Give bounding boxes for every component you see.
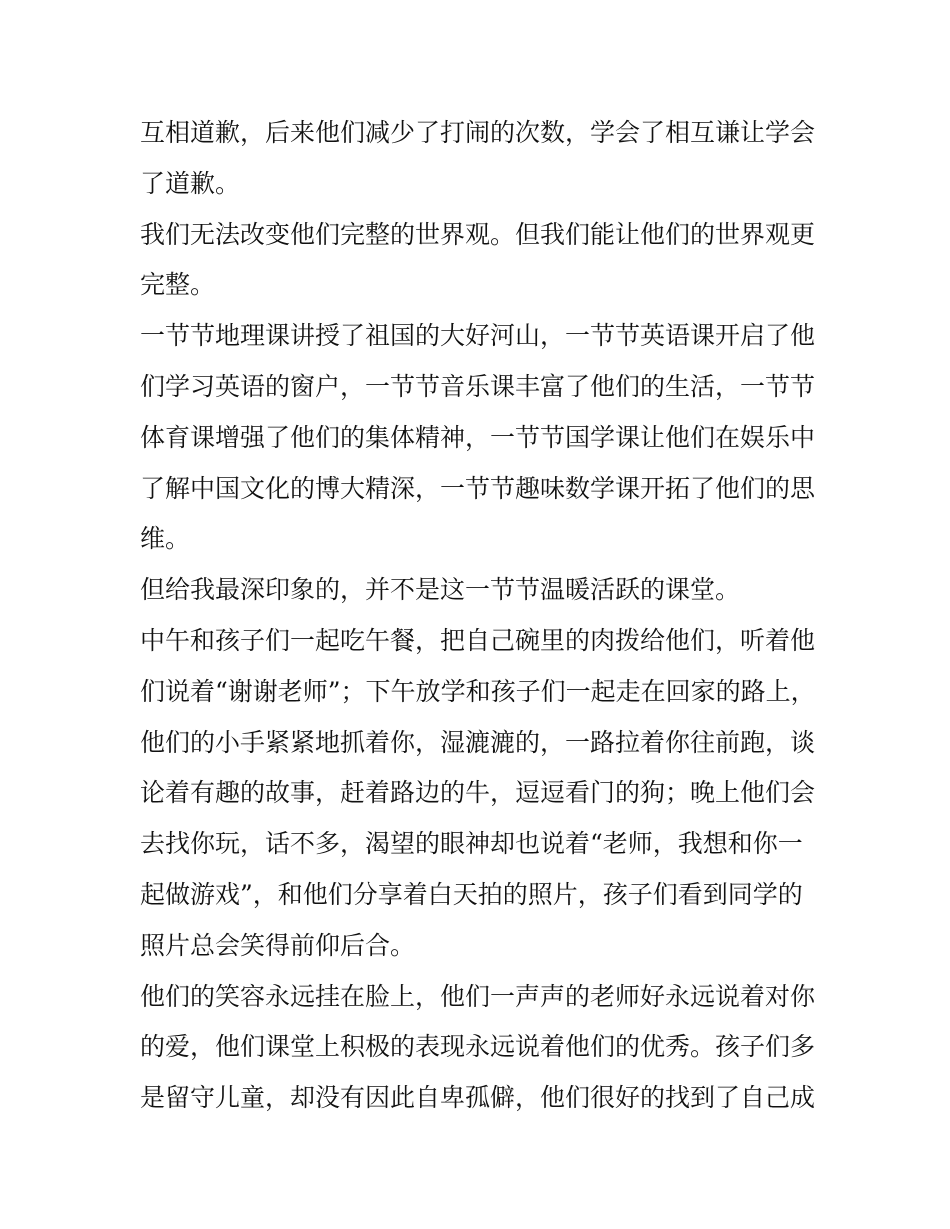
text-line: 去找你玩，话不多，渴望的眼神却也说着“老师，我想和你一	[140, 829, 803, 859]
text-line: 完整。	[140, 270, 216, 300]
text-line: 他们的笑容永远挂在脸上，他们一声声的老师好永远说着对你	[140, 981, 816, 1011]
text-line: 是留守儿童，却没有因此自卑孤僻，他们很好的找到了自己成	[140, 1083, 816, 1113]
text-line: 体育课增强了他们的集体精神，一节节国学课让他们在娱乐中	[140, 422, 816, 452]
text-line: 们学习英语的窗户，一节节音乐课丰富了他们的生活，一节节	[140, 371, 816, 401]
text-line: 们说着“谢谢老师”；下午放学和孩子们一起走在回家的路上，	[140, 676, 816, 706]
text-line: 中午和孩子们一起吃午餐，把自己碗里的肉拨给他们，听着他	[140, 625, 816, 655]
document-body	[140, 108, 820, 1124]
text-line: 维。	[140, 524, 191, 554]
text-line: 互相道歉，后来他们减少了打闹的次数，学会了相互谦让学会	[140, 118, 816, 147]
text-line: 了解中国文化的博大精深，一节节趣味数学课开拓了他们的思	[140, 473, 816, 503]
text-line: 一节节地理课讲授了祖国的大好河山，一节节英语课开启了他	[140, 321, 816, 351]
text-line: 了道歉。	[140, 168, 241, 198]
text-line: 起做游戏”，和他们分享着白天拍的照片，孩子们看到同学的	[140, 879, 803, 909]
text-line: 他们的小手紧紧地抓着你，湿漉漉的，一路拉着你往前跑，谈	[140, 727, 816, 757]
text-line: 论着有趣的故事，赶着路边的牛，逗逗看门的狗；晚上他们会	[140, 778, 816, 808]
text-line: 我们无法改变他们完整的世界观。但我们能让他们的世界观更	[140, 219, 816, 249]
text-line: 但给我最深印象的，并不是这一节节温暖活跃的课堂。	[140, 575, 741, 605]
text-line: 照片总会笑得前仰后合。	[140, 930, 416, 960]
text-line: 的爱，他们课堂上积极的表现永远说着他们的优秀。孩子们多	[140, 1032, 816, 1062]
